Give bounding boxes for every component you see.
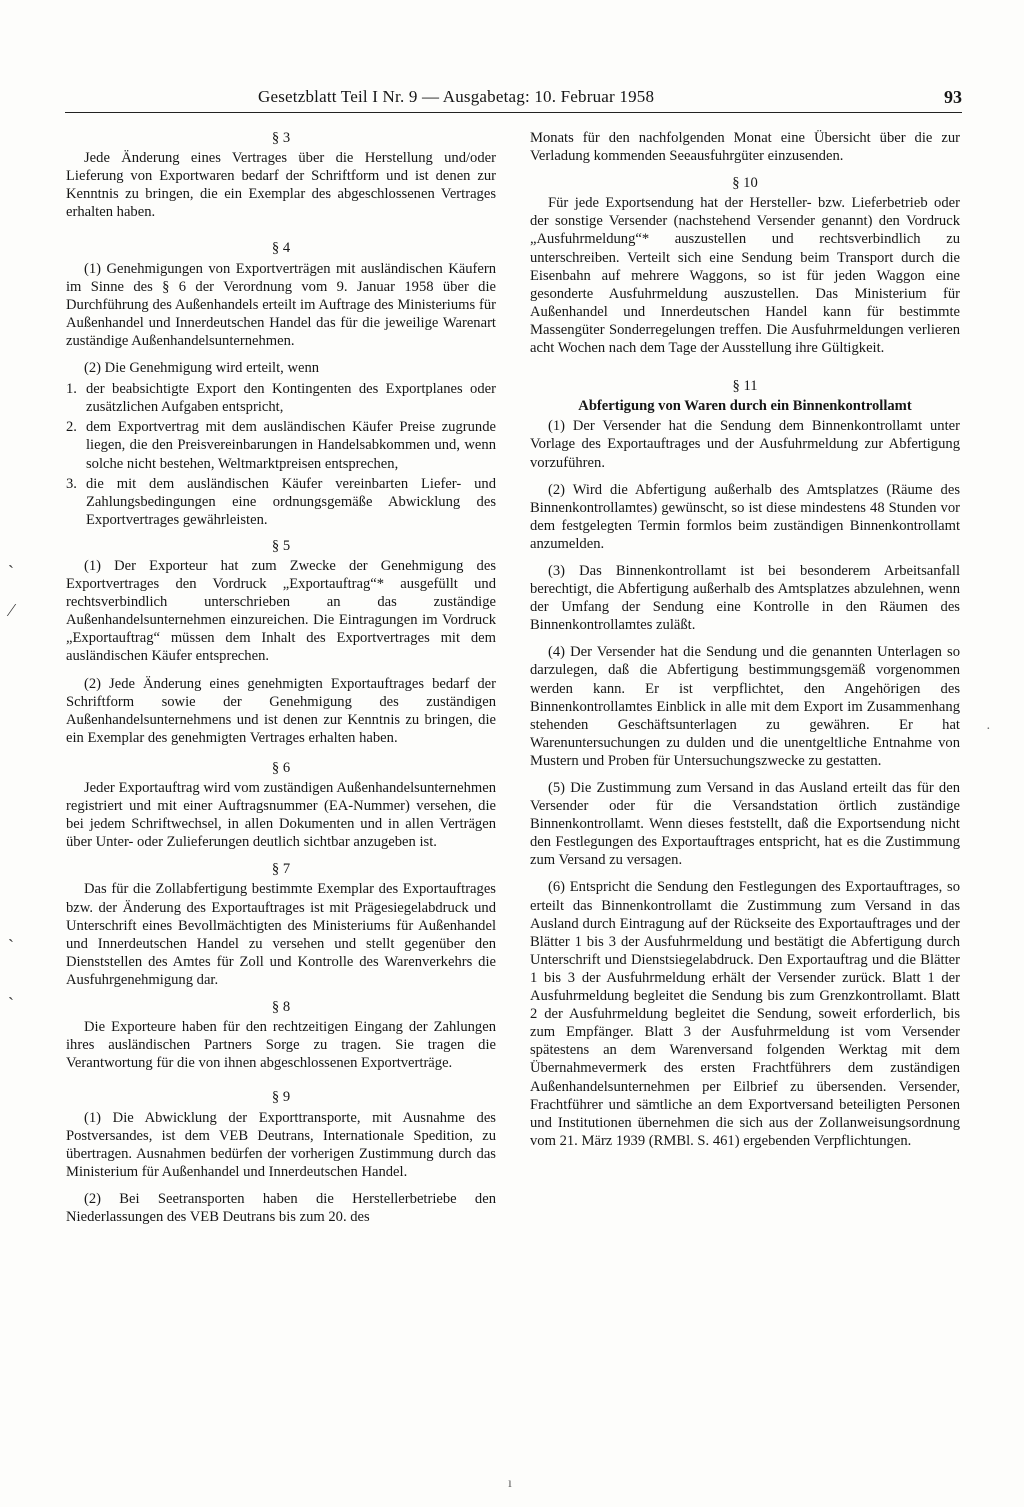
section-heading: § 3	[271, 130, 291, 146]
paragraph: (2) Die Genehmigung wird erteilt, wenn	[84, 360, 320, 377]
paragraph: (4) Der Versender hat die Sendung und die genannten Unterlagen so darzulegen, daß die Abfertigung bestimmungsgemäß vorgenommen werden kann. Er ist verpflichtet, den Angehörigen des Binnenkontrollamtes Einblick in alle mit dem Export im Zusammenhang stehenden Geschäftsunterlagen zu gewähren. Er hat Warenuntersuchungen zu dulden und die unentgeltliche Entnahme von Mustern und Proben für Untersuchungszwecke zu gestatten.	[530, 644, 960, 769]
margin-mark: ˏ	[8, 548, 14, 568]
list-number: 2.	[66, 419, 77, 436]
list-item	[66, 418, 496, 472]
header-title: Gesetzblatt Teil I Nr. 9 — Ausgabetag: 10. Februar 1958	[258, 87, 655, 106]
paragraph: (1) Die Abwicklung der Exporttransporte, mit Ausnahme des Postversandes, ist dem VEB Deutrans, Internationale Spedition, zu übertragen. Ausnahmen bedürfen der vorherigen Zustimmung durch das Ministerium für Außenhandel und Innerdeutschen Handel.	[66, 1109, 496, 1180]
paragraph: (3) Das Binnenkontrollamt ist bei besonderem Arbeitsanfall berechtigt, die Abfertigung außerhalb des Amtsplatzes abzulehnen, wenn der Umfang der Sendung eine Kontrolle in den Räumen des Binnenkontrollamtes zuläßt.	[530, 562, 960, 634]
list-item	[66, 475, 496, 529]
list-number: 1.	[66, 381, 77, 398]
margin-mark: ˏ	[8, 980, 14, 1000]
running-header	[0, 87, 1024, 113]
paragraph: Für jede Exportsendung hat der Hersteller- bzw. Lieferbetrieb oder der sonstige Versender (nachstehend Versender genannt) den Vordruck „Ausfuhrmeldung“* auszustellen und rechtsverbindlich zu unterschreiben. Verteilt sich eine Sendung beim Transport durch die Eisenbahn auf mehrere Waggons, so ist für jeden Waggon eine gesonderte Ausfuhrmeldung auszustellen. Das Ministerium für Außenhandel und Innerdeutschen Handel kann für bestimmte Massengüter Sonderregelungen treffen. Die Ausfuhrmeldungen verlieren acht Wochen nach dem Tage der Ausstellung ihre Gültigkeit.	[530, 195, 960, 357]
paragraph: Das für die Zollabfertigung bestimmte Exemplar des Exportauftrages bzw. der Änderung des Exportauftrages ist mit Prägesiegelabdruck und Unterschrift eines Bevollmächtigten des Ministeriums für Außenhandel und Innerdeutschen Handel zu versehen und stellt gegenüber den Dienststellen des Amtes für Zoll und Kontrolle des Warenverkehrs die Ausfuhrgenehmigung dar.	[66, 881, 496, 988]
right-column	[530, 125, 960, 1159]
paragraph: (2) Bei Seetransporten haben die Herstellerbetriebe den Niederlassungen des VEB Deutrans bis zum 20. des	[66, 1190, 496, 1225]
section-heading: § 9	[271, 1089, 291, 1106]
margin-mark: ⁄	[10, 600, 14, 620]
section-heading: § 8	[271, 999, 291, 1016]
section-title: Abfertigung von Waren durch ein Binnenkontrollamt	[578, 398, 912, 415]
section-heading: § 11	[732, 378, 758, 395]
list-text: dem Exportvertrag mit dem ausländischen Käufer Preise zugrunde liegen, die den Preisvereinbarungen in Handelsabkommen und, wenn solche nicht bestehen, Weltmarktpreisen entsprechen,	[86, 419, 496, 472]
paragraph: (1) Der Exporteur hat zum Zwecke der Genehmigung des Exportvertrages den Vordruck „Exportauftrag“* ausgefüllt und rechtsverbindlich unterschrieben an das zuständige Außenhandelsunternehmen einzureichen. Die Eintragungen im Vordruck „Exportauftrag“ müssen dem Inhalt des Exportvertrages mit dem ausländischen Käufer entsprechen.	[66, 557, 496, 665]
margin-mark: ı	[508, 1476, 512, 1491]
list-text: die mit dem ausländischen Käufer vereinbarten Liefer- und Zahlungsbedingungen eine ordnungsgemäße Abwicklung des Exportvertrages gewährleisten.	[86, 475, 496, 528]
paragraph: (2) Jede Änderung eines genehmigten Exportauftrages bedarf der Schriftform sowie der Genehmigung des zuständigen Außenhandelsunternehmens und ist denen zur Kenntnis zu bringen, die ein Exemplar des genehmigten Vertrages erhalten haben.	[66, 675, 496, 746]
paragraph: (2) Wird die Abfertigung außerhalb des Amtsplatzes (Räume des Binnenkontrollamtes) gewünscht, so ist diese mindestens 48 Stunden vor dem festgelegten Termin formlos beim zuständigen Binnenkontrollamt anzumelden.	[530, 481, 960, 552]
section-heading: § 4	[271, 240, 291, 257]
paragraph: Monats für den nachfolgenden Monat eine Übersicht über die zur Verladung kommenden Seeausfuhrgüter einzusenden.	[530, 130, 960, 165]
section-heading: § 5	[271, 537, 291, 554]
margin-mark: ·	[986, 722, 991, 737]
paragraph: (5) Die Zustimmung zum Versand in das Ausland erteilt das für den Versender oder für die Versandstation örtlich zuständige Binnenkontrollamt. Wenn dieses feststellt, daß die Exportsendung nicht den Festlegungen des Exportauftrages entspricht, hat es die Zustimmung zum Versand zu versagen.	[530, 780, 960, 869]
list-text: der beabsichtigte Export den Kontingenten des Exportplanes oder zusätzlichen Aufgaben entspricht,	[86, 381, 496, 416]
paragraph: Die Exporteure haben für den rechtzeitigen Eingang der Zahlungen ihres ausländischen Partners Sorge zu tragen. Sie tragen die Verantwortung für die von ihnen abgeschlossenen Exportverträge.	[66, 1019, 496, 1072]
list-item	[66, 380, 496, 416]
paragraph: (1) Der Versender hat die Sendung dem Binnenkontrollamt unter Vorlage des Exportauftrages und der Ausfuhrmeldung zur Abfertigung vorzuführen.	[530, 418, 960, 471]
paragraph: Jeder Exportauftrag wird vom zuständigen Außenhandelsunternehmen registriert und mit einer Auftragsnummer (EA-Nummer) versehen, die bei jedem Schriftwechsel, in allen Dokumenten und in allen Verträgen über Unter- oder Zulieferungen deutlich sichtbar anzugeben ist.	[66, 780, 496, 851]
paragraph: Jede Änderung eines Vertrages über die Herstellung und/oder Lieferung von Exportwaren bedarf der Schriftform und ist denen zur Kenntnis zu bringen, die ein Exemplar des abgeschlossenen Vertrages erhalten haben.	[66, 150, 496, 221]
section-heading: § 6	[271, 759, 291, 776]
page-number: 93	[944, 87, 962, 107]
section-heading: § 10	[732, 175, 758, 192]
margin-mark: ˏ	[8, 922, 14, 942]
header-rule	[65, 112, 962, 113]
left-column	[66, 125, 496, 1235]
paragraph: (1) Genehmigungen von Exportverträgen mit ausländischen Käufern im Sinne des § 6 der Verordnung vom 9. Januar 1958 über die Durchführung des Außenhandels erteilt im Auftrage des Ministeriums für Außenhandel und Innerdeutschen Handel das für die jeweilige Warenart zuständige Außenhandelsunternehmen.	[66, 260, 496, 349]
list-number: 3.	[66, 475, 77, 492]
paragraph: (6) Entspricht die Sendung den Festlegungen des Exportauftrages, so erteilt das Binnenkontrollamt die Zustimmung zum Versand in das Ausland durch Eintragung auf der Rückseite des Exportauftrages und der Blätter 1 bis 3 der Ausfuhrmeldung und bestätigt die Abfertigung durch Unterschrift und Dienstsiegelabdruck. Den Exportauftrag und die Blätter 1 bis 3 der Ausfuhrmeldung erhält der Versender zurück. Blatt 1 der Ausfuhrmeldung begleitet die Sendung bis zum Grenzkontrollamt. Blatt 2 der Ausfuhrmeldung begleitet die Sendung, soweit erforderlich, bis zum Empfänger. Blatt 3 der Ausfuhrmeldung ist vom Versender spätestens an dem Warenversand folgenden Werktag mit dem Übernahmevermerk des ersten Frachtführers dem zuständigen Außenhandelsunternehmen per Eilbrief zu übersenden. Versender, Frachtführer und sämtliche an dem Exportversand beteiligten Personen und Institutionen übernehmen die sich aus der Zollanweisungsordnung vom 21. März 1939 (RMBl. S. 461) ergebenden Verpflichtungen.	[530, 879, 960, 1149]
section-heading: § 7	[271, 861, 291, 878]
